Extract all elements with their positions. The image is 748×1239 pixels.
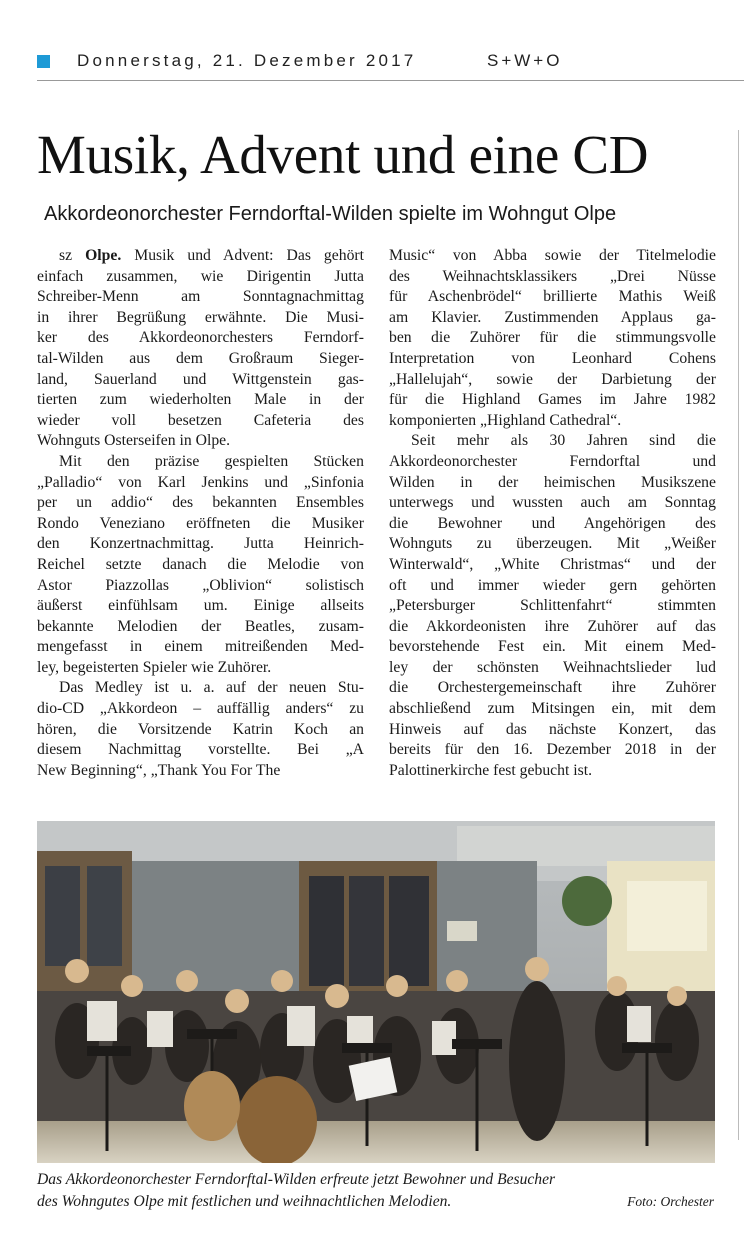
article-text-line: land, Sauerland und Wittgenstein gas- (37, 370, 364, 388)
article-text-line: „Petersburger Schlittenfahrt“ stimmten (389, 597, 716, 615)
article-text-line: Astor Piazzollas „Oblivion“ solistisch (37, 576, 364, 594)
article-text-line: Palottinerkirche fest gebucht ist. (389, 761, 593, 779)
article-text-line: ley, begeisterten Spieler wie Zuhörer. (37, 658, 272, 676)
article-text-line: bekannte Melodien der Beatles, zusam- (37, 617, 364, 635)
article-text-line: Mit den präzise gespielten Stücken (59, 452, 364, 470)
article-text-line: Music“ von Abba sowie der Titelmelodie (389, 247, 716, 264)
article-text-line: in ihrer Begrüßung erwähnte. Die Musi- (37, 308, 364, 326)
article-text-line: New Beginning“, „Thank You For The (37, 761, 281, 779)
article-text-line: wieder voll besetzen Cafeteria des (37, 411, 364, 429)
article-text-line: des Weihnachtsklassikers „Drei Nüsse (389, 267, 716, 285)
article-text: Musik und Advent: Das gehört (134, 247, 365, 264)
article-text-line: ley der schönsten Weihnachtslieder lud (389, 658, 716, 676)
article-column-left (37, 246, 364, 781)
article-text-line: diesem Nachmittag vorstellte. Bei „A (37, 741, 364, 759)
article-text-line: die Orchestergemeinschaft ihre Zuhörer (389, 679, 716, 697)
photo-caption (37, 1169, 717, 1213)
article-text-line: Rondo Veneziano eröffneten die Musiker (37, 514, 364, 532)
article-text-line: per un addio“ des bekannten Ensembles (37, 494, 364, 512)
article-text-line: tierten zum wiederholten Male in der (37, 391, 364, 409)
article-text-line: Interpretation von Leonhard Cohens (389, 349, 716, 367)
article-text-line: Das Medley ist u. a. auf der neuen Stu- (59, 679, 364, 697)
article-text-line: Seit mehr als 30 Jahren sind die (411, 432, 716, 450)
orchestra-photo-illustration (37, 821, 715, 1163)
article-headline: Musik, Advent und eine CD (37, 124, 649, 185)
article-text-line: äußerst einfühlsam um. Einige allseits (37, 597, 364, 615)
article-text-line: Winterwald“, „White Christmas“ und der (389, 555, 716, 573)
article-text-line: Reichel setzte danach die Melodie von (37, 555, 364, 573)
article-text-line: unterwegs und wussten auch am Sonntag (389, 494, 716, 512)
issue-date: Donnerstag, 21. Dezember 2017 (77, 51, 417, 70)
article-text-line: ker des Akkordeonorchesters Ferndorf- (37, 329, 364, 347)
column-divider (738, 130, 739, 1140)
article-text-line (37, 246, 364, 267)
byline: sz (59, 247, 73, 264)
article-text-line: Wilden in der heimischen Musikszene (389, 473, 716, 491)
article-text-line: die Bewohner und Angehörigen des (389, 514, 716, 532)
header-divider (37, 80, 744, 81)
article-text-line: „Palladio“ von Karl Jenkins und „Sinfonia (37, 473, 364, 491)
article-text-line: „Hallelujah“, sowie der Darbietung der (389, 370, 716, 388)
article-text-line: Schreiber-Menn am Sonntagnachmittag (37, 288, 364, 306)
edition-label: S+W+O (487, 51, 563, 70)
article-photo (37, 821, 715, 1163)
article-text-line: ben die Zuhörer für die stimmungsvolle (389, 329, 716, 347)
article-text-line: einfach zusammen, wie Dirigentin Jutta (37, 267, 364, 285)
article-text-line: hören, die Vorsitzende Katrin Koch an (37, 720, 364, 738)
article-text-line: oft und immer wieder gern gehörten (389, 576, 716, 594)
article-text-line: Wohnguts zu überzeugen. Mit „Weißer (389, 535, 716, 553)
photo-credit: Foto: Orchester (627, 1194, 714, 1209)
article-text-line: die Akkordeonisten ihre Zuhörer auf das (389, 617, 716, 635)
article-text-line: den Konzertnachmittag. Jutta Heinrich- (37, 535, 364, 553)
dateline: Olpe. (85, 247, 122, 264)
article-text-line: dio-CD „Akkordeon – auffällig anders“ zu (37, 700, 364, 718)
article-text-line: bevorstehende Fest ein. Mit einem Med- (389, 638, 716, 656)
article-text-line: mengefasst in einem mitreißenden Med- (37, 638, 364, 656)
article-text-line: abschließend zum Mitsingen ein, mit dem (389, 700, 716, 718)
article-text-line: Akkordeonorchester Ferndorftal und (389, 452, 716, 470)
article-column-right (389, 246, 716, 781)
article-text-line: für die Highland Games im Jahre 1982 (389, 391, 716, 409)
article-subheadline: Akkordeonorchester Ferndorftal-Wilden spielte im Wohngut Olpe (44, 203, 617, 225)
caption-line: Das Akkordeonorchester Ferndorftal-Wilden erfreute jetzt Bewohner und Besucher (37, 1171, 556, 1188)
article-text-line: Wohnguts Osterseifen in Olpe. (37, 432, 231, 450)
caption-line: des Wohngutes Olpe mit festlichen und weihnachtlichen Melodien. (37, 1193, 452, 1210)
page-header (37, 52, 744, 82)
article-text-line: komponierten „Highland Cathedral“. (389, 411, 622, 429)
article-text-line: Hinweis auf das nächste Konzert, das (389, 720, 716, 738)
article-text-line: tal-Wilden aus dem Großraum Sieger- (37, 349, 364, 367)
article-text-line: bereits für den 16. Dezember 2018 in der (389, 741, 716, 759)
article-text-line: für Aschenbrödel“ brillierte Mathis Weiß (389, 288, 716, 306)
section-marker-icon (37, 55, 50, 68)
article-text-line: am Klavier. Zustimmenden Applaus ga- (389, 308, 716, 326)
